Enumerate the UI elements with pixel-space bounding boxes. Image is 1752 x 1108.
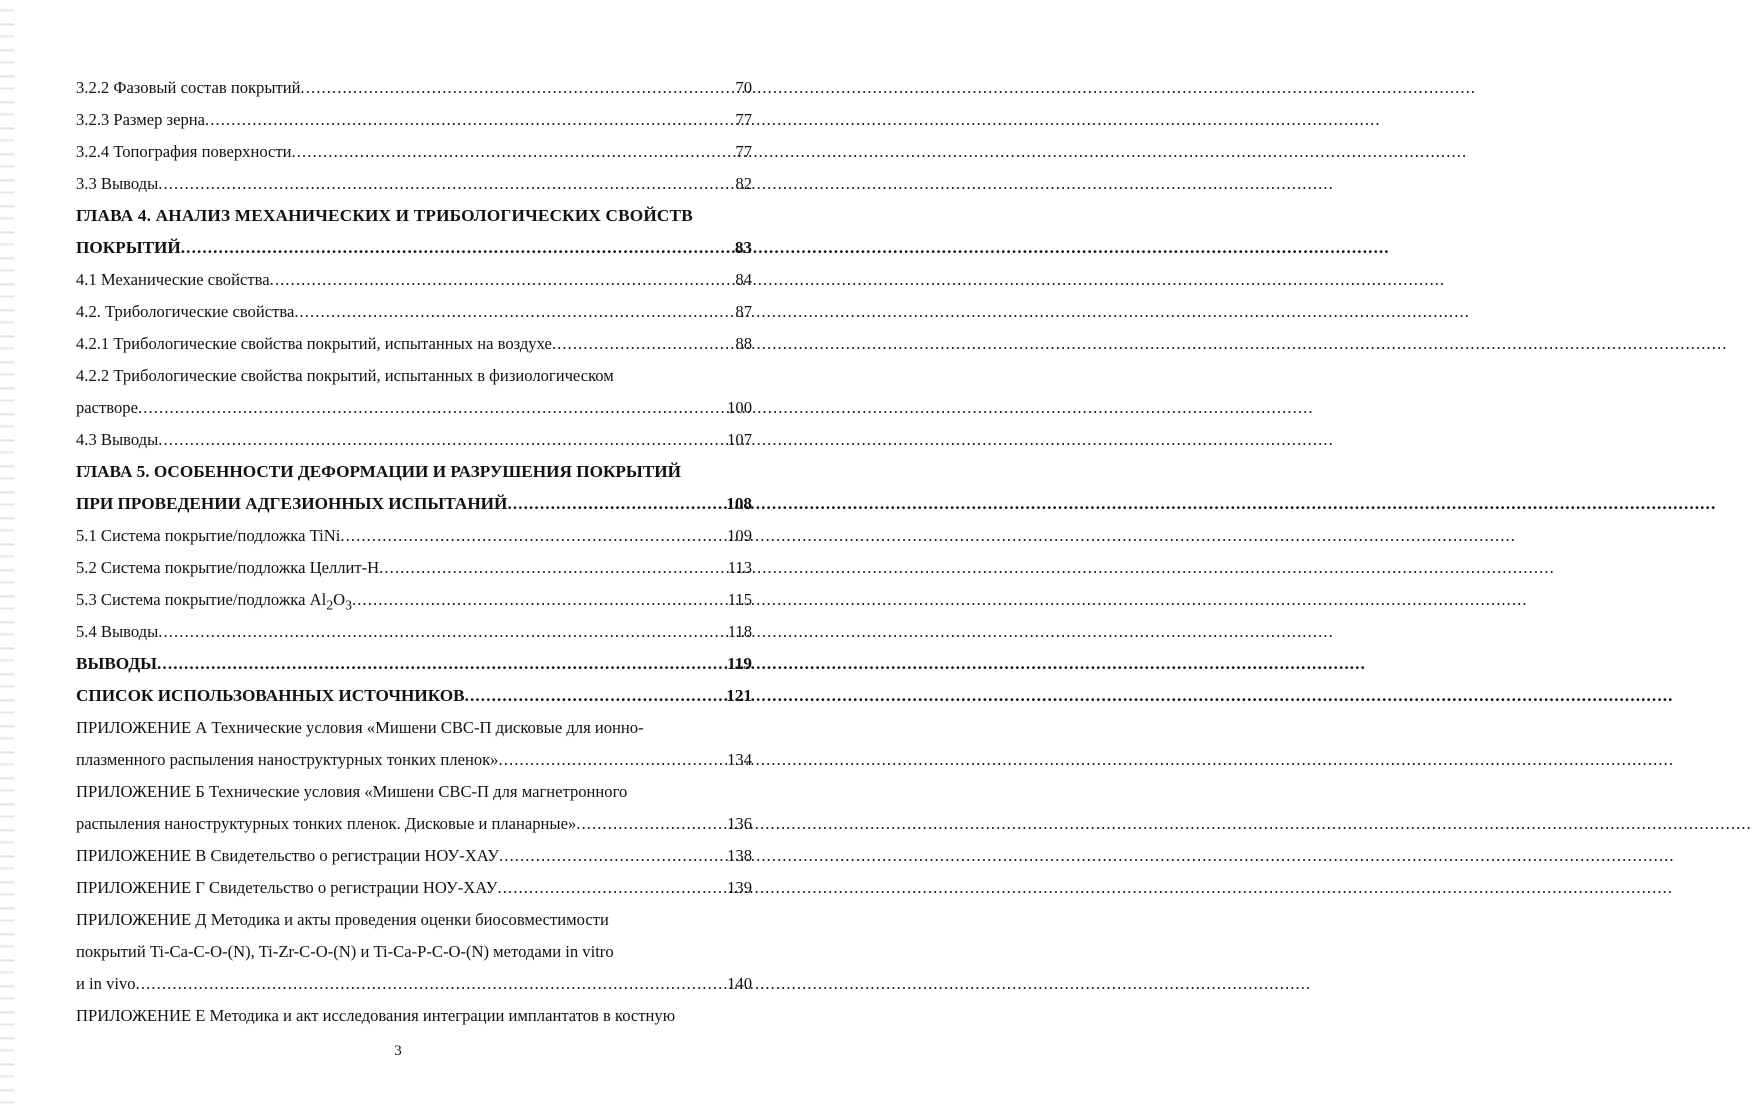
toc-entry-4-1: 4.1 Механические свойства ..... 84	[76, 264, 752, 296]
toc-appendix-a: плазменного распыления наноструктурных тонких пленок» ..... 134	[76, 744, 752, 776]
page-ref: 77	[735, 110, 752, 129]
toc-entry-4-2-2: растворе ..... 100	[76, 392, 752, 424]
page-ref: 136	[727, 814, 752, 833]
toc-chapter-5-heading: ГЛАВА 5. ОСОБЕННОСТИ ДЕФОРМАЦИИ И РАЗРУШЕНИЯ ПОКРЫТИЙ	[76, 462, 681, 481]
toc-entry-5-2: 5.2 Система покрытие/подложка Целлит-Н ..... 113	[76, 552, 752, 584]
toc-entry-5-4: 5.4 Выводы ..... 118	[76, 616, 752, 648]
toc-entry-3-2-2: 3.2.2 Фазовый состав покрытий ..... 70	[76, 72, 752, 104]
toc-entry-4-3: 4.3 Выводы ..... 107	[76, 424, 752, 456]
page-ref: 100	[727, 398, 752, 417]
page-ref: 84	[735, 270, 752, 289]
table-of-contents	[76, 72, 752, 1032]
page-ref: 109	[727, 526, 752, 545]
toc-entry-3-2-4: 3.2.4 Топография поверхности ..... 77	[76, 136, 752, 168]
page-ref: 138	[727, 846, 752, 865]
toc-appendix-d-heading: ПРИЛОЖЕНИЕ Д Методика и акты проведения оценки биосовместимости	[76, 910, 609, 929]
page-ref: 108	[726, 494, 752, 513]
toc-appendix-g: ПРИЛОЖЕНИЕ Г Свидетельство о регистрации НОУ-ХАУ ..... 139	[76, 872, 752, 904]
scan-edge-artifact	[0, 0, 14, 1108]
page-ref: 134	[727, 750, 752, 769]
page-ref: 121	[726, 686, 752, 705]
toc-entry-5-3: 5.3 Система покрытие/подложка $Al_2O_3$ ..... 115	[76, 584, 752, 616]
toc-entry-4-2-1: 4.2.1 Трибологические свойства покрытий, испытанных на воздухе ..... 88	[76, 328, 752, 360]
page-ref: 82	[735, 174, 752, 193]
page-ref: 140	[727, 974, 752, 993]
toc-entry-5-1: 5.1 Система покрытие/подложка TiNi ..... 109	[76, 520, 752, 552]
page-ref: 107	[727, 430, 752, 449]
page-ref: 118	[727, 622, 752, 641]
toc-appendix-e-heading: ПРИЛОЖЕНИЕ Е Методика и акт исследования интеграции имплантатов в костную	[76, 1006, 676, 1025]
toc-entry-4-2-2-heading: 4.2.2 Трибологические свойства покрытий, испытанных в физиологическом	[76, 366, 614, 385]
toc-appendix-b: распыления наноструктурных тонких пленок. Дисковые и планарные» ..... 136	[76, 808, 752, 840]
toc-chapter-5: ПРИ ПРОВЕДЕНИИ АДГЕЗИОННЫХ ИСПЫТАНИЙ ..... 108	[76, 488, 752, 520]
toc-appendix-a-heading: ПРИЛОЖЕНИЕ А Технические условия «Мишени СВС-П дисковые для ионно-	[76, 718, 644, 737]
toc-chapter-4-heading: ГЛАВА 4. АНАЛИЗ МЕХАНИЧЕСКИХ И ТРИБОЛОГИЧЕСКИХ СВОЙСТВ	[76, 206, 693, 225]
toc-entry-3-2-3: 3.2.3 Размер зерна ..... 77	[76, 104, 752, 136]
page-ref: 139	[727, 878, 752, 897]
page-ref: 77	[735, 142, 752, 161]
page-ref: 87	[735, 302, 752, 321]
page-ref: 70	[735, 78, 752, 97]
toc-chapter-4: ПОКРЫТИЙ ..... 83	[76, 232, 752, 264]
toc-appendix-d: и in vivo ..... 140	[76, 968, 752, 1000]
page-ref: 83	[734, 238, 752, 257]
page-ref: 119	[727, 654, 752, 673]
page-ref: 115	[727, 590, 752, 609]
toc-entry-3-3: 3.3 Выводы ..... 82	[76, 168, 752, 200]
toc-appendix-d-line2: покрытий Ti-Ca-C-O-(N), Ti-Zr-C-O-(N) и Ti-Ca-P-C-O-(N) методами in vitro	[76, 942, 614, 961]
toc-entry-4-2: 4.2. Трибологические свойства ..... 87	[76, 296, 752, 328]
toc-conclusions: ВЫВОДЫ ..... 119	[76, 648, 752, 680]
toc-appendix-b-heading: ПРИЛОЖЕНИЕ Б Технические условия «Мишени СВС-П для магнетронного	[76, 782, 628, 801]
toc-references: СПИСОК ИСПОЛЬЗОВАННЫХ ИСТОЧНИКОВ ..... 121	[76, 680, 752, 712]
page-ref: 113	[727, 558, 752, 577]
page-number: 3	[394, 1043, 402, 1059]
page-ref: 88	[735, 334, 752, 353]
toc-appendix-v: ПРИЛОЖЕНИЕ В Свидетельство о регистрации НОУ-ХАУ ..... 138	[76, 840, 752, 872]
